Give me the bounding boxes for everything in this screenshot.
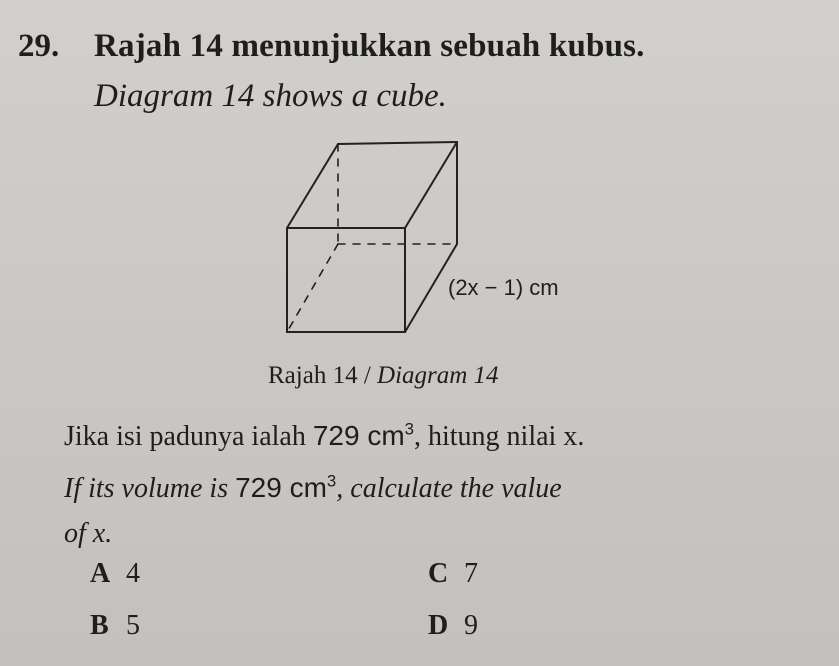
cube-figure	[270, 130, 630, 345]
task-en-volume: 729 cm	[235, 472, 327, 503]
caption-english: Diagram 14	[377, 362, 499, 389]
task-en-prefix: If its volume is	[64, 473, 236, 504]
task-text-malay	[64, 420, 584, 453]
option-letter: D	[428, 610, 449, 641]
option-letter: A	[90, 558, 111, 589]
question-number: 29.	[18, 28, 60, 64]
task-en-exponent: 3	[326, 471, 337, 491]
option-value: 5	[126, 610, 140, 641]
side-length-label: (2x − 1) cm	[448, 275, 559, 300]
option-a[interactable]	[90, 558, 140, 590]
option-value: 7	[464, 558, 478, 589]
option-d[interactable]	[428, 610, 478, 642]
option-c[interactable]	[428, 558, 478, 590]
option-letter: B	[90, 610, 109, 641]
task-ms-suffix: , hitung nilai x.	[414, 421, 585, 452]
cube-hidden-edge	[287, 244, 338, 332]
task-ms-exponent: 3	[404, 419, 414, 439]
task-en-suffix: , calculate the value	[336, 473, 562, 504]
question-text-malay: Rajah 14 menunjukkan sebuah kubus.	[94, 28, 645, 64]
option-b[interactable]	[90, 610, 140, 642]
task-ms-volume: 729 cm	[312, 420, 405, 451]
task-text-english	[64, 472, 562, 505]
option-letter: C	[428, 558, 449, 589]
task-ms-prefix: Jika isi padunya ialah	[64, 421, 313, 452]
diagram-caption	[268, 362, 499, 390]
caption-malay: Rajah 14 /	[268, 362, 378, 389]
cube-diagram	[270, 130, 630, 345]
option-value: 4	[126, 558, 140, 589]
question-text-english: Diagram 14 shows a cube.	[94, 78, 447, 114]
task-text-english-line2: of x.	[64, 518, 113, 549]
cube-edge	[405, 142, 457, 228]
cube-edge	[338, 142, 457, 144]
cube-edge	[287, 144, 338, 228]
option-value: 9	[464, 610, 478, 641]
